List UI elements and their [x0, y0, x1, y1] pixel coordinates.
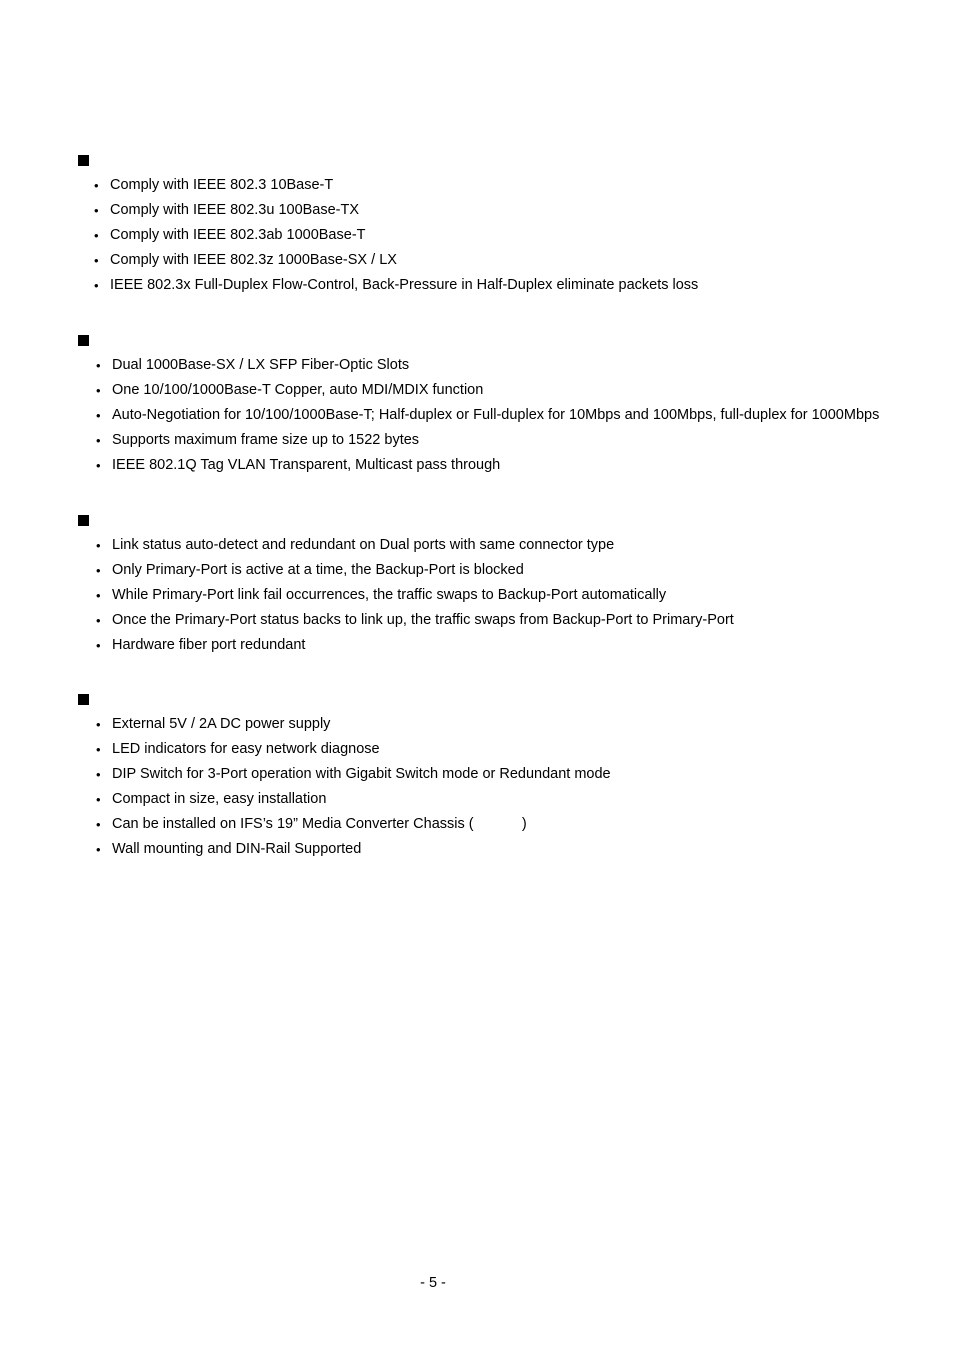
list-item — [0, 762, 954, 787]
bullet-icon: • — [96, 458, 101, 473]
bullet-list — [0, 173, 954, 298]
section-marker-square-icon — [78, 335, 89, 346]
bullet-list — [0, 533, 954, 658]
list-item-text: Supports maximum frame size up to 1522 bytes — [112, 432, 420, 448]
section-marker-square-icon — [78, 515, 89, 526]
bullet-list — [0, 353, 954, 478]
bullet-icon: • — [96, 638, 101, 653]
list-item-text: Can be installed on IFS’s 19” Media Converter Chassis ( ) — [112, 816, 527, 832]
bullet-list — [0, 712, 954, 862]
list-item-text: Comply with IEEE 802.3ab 1000Base-T — [110, 227, 366, 243]
list-item-text: IEEE 802.3x Full-Duplex Flow-Control, Back-Pressure in Half-Duplex eliminate packets loss — [110, 277, 699, 293]
bullet-icon: • — [94, 253, 99, 268]
list-item — [0, 353, 954, 378]
bullet-icon: • — [94, 203, 99, 218]
list-item-text: Link status auto-detect and redundant on Dual ports with same connector type — [112, 537, 615, 553]
bullet-icon: • — [96, 792, 101, 807]
bullet-icon: • — [96, 817, 101, 832]
list-item-text: Hardware fiber port redundant — [112, 637, 306, 653]
list-item — [0, 248, 954, 273]
bullet-icon: • — [96, 433, 101, 448]
bullet-icon: • — [94, 228, 99, 243]
list-item — [0, 633, 954, 658]
bullet-icon: • — [94, 178, 99, 193]
list-item — [0, 712, 954, 737]
list-item-text: Dual 1000Base-SX / LX SFP Fiber-Optic Slots — [112, 357, 410, 373]
list-item — [0, 198, 954, 223]
list-item — [0, 583, 954, 608]
bullet-icon: • — [96, 563, 101, 578]
bullet-icon: • — [94, 278, 99, 293]
list-item-text: Only Primary-Port is active at a time, the Backup-Port is blocked — [112, 562, 524, 578]
list-item-text: Comply with IEEE 802.3 10Base-T — [110, 177, 334, 193]
list-item-text: Comply with IEEE 802.3u 100Base-TX — [110, 202, 360, 218]
bullet-icon: • — [96, 383, 101, 398]
list-item-text: DIP Switch for 3-Port operation with Gigabit Switch mode or Redundant mode — [112, 766, 611, 782]
list-item — [0, 453, 954, 478]
section-marker-square-icon — [78, 694, 89, 705]
bullet-icon: • — [96, 358, 101, 373]
list-item-text: While Primary-Port link fail occurrences, the traffic swaps to Backup-Port automatically — [112, 587, 667, 603]
bullet-icon: • — [96, 613, 101, 628]
list-item — [0, 608, 954, 633]
list-item — [0, 223, 954, 248]
section-marker-square-icon — [78, 155, 89, 166]
list-item — [0, 812, 954, 837]
list-item-text: LED indicators for easy network diagnose — [112, 741, 380, 757]
bullet-icon: • — [96, 717, 101, 732]
bullet-icon: • — [96, 742, 101, 757]
page-number: - 5 - — [420, 1275, 446, 1291]
list-item-text: Once the Primary-Port status backs to link up, the traffic swaps from Backup-Port to Primary-Port — [112, 612, 734, 628]
bullet-icon: • — [96, 842, 101, 857]
list-item-text: IEEE 802.1Q Tag VLAN Transparent, Multicast pass through — [112, 457, 501, 473]
list-item-text: Auto-Negotiation for 10/100/1000Base-T; Half-duplex or Full-duplex for 10Mbps and 100Mbps, full-duplex for 1000Mbps — [112, 407, 880, 423]
list-item — [0, 787, 954, 812]
list-item — [0, 837, 954, 862]
list-item — [0, 533, 954, 558]
list-item-text: Compact in size, easy installation — [112, 791, 327, 807]
bullet-icon: • — [96, 538, 101, 553]
list-item — [0, 403, 954, 428]
bullet-icon: • — [96, 408, 101, 423]
list-item-text: Wall mounting and DIN-Rail Supported — [112, 841, 362, 857]
bullet-icon: • — [96, 767, 101, 782]
list-item-text: One 10/100/1000Base-T Copper, auto MDI/MDIX function — [112, 382, 484, 398]
list-item — [0, 173, 954, 198]
list-item — [0, 558, 954, 583]
list-item — [0, 737, 954, 762]
list-item-text: External 5V / 2A DC power supply — [112, 716, 331, 732]
list-item — [0, 273, 954, 298]
list-item-text: Comply with IEEE 802.3z 1000Base-SX / LX — [110, 252, 397, 268]
list-item — [0, 378, 954, 403]
list-item — [0, 428, 954, 453]
bullet-icon: • — [96, 588, 101, 603]
